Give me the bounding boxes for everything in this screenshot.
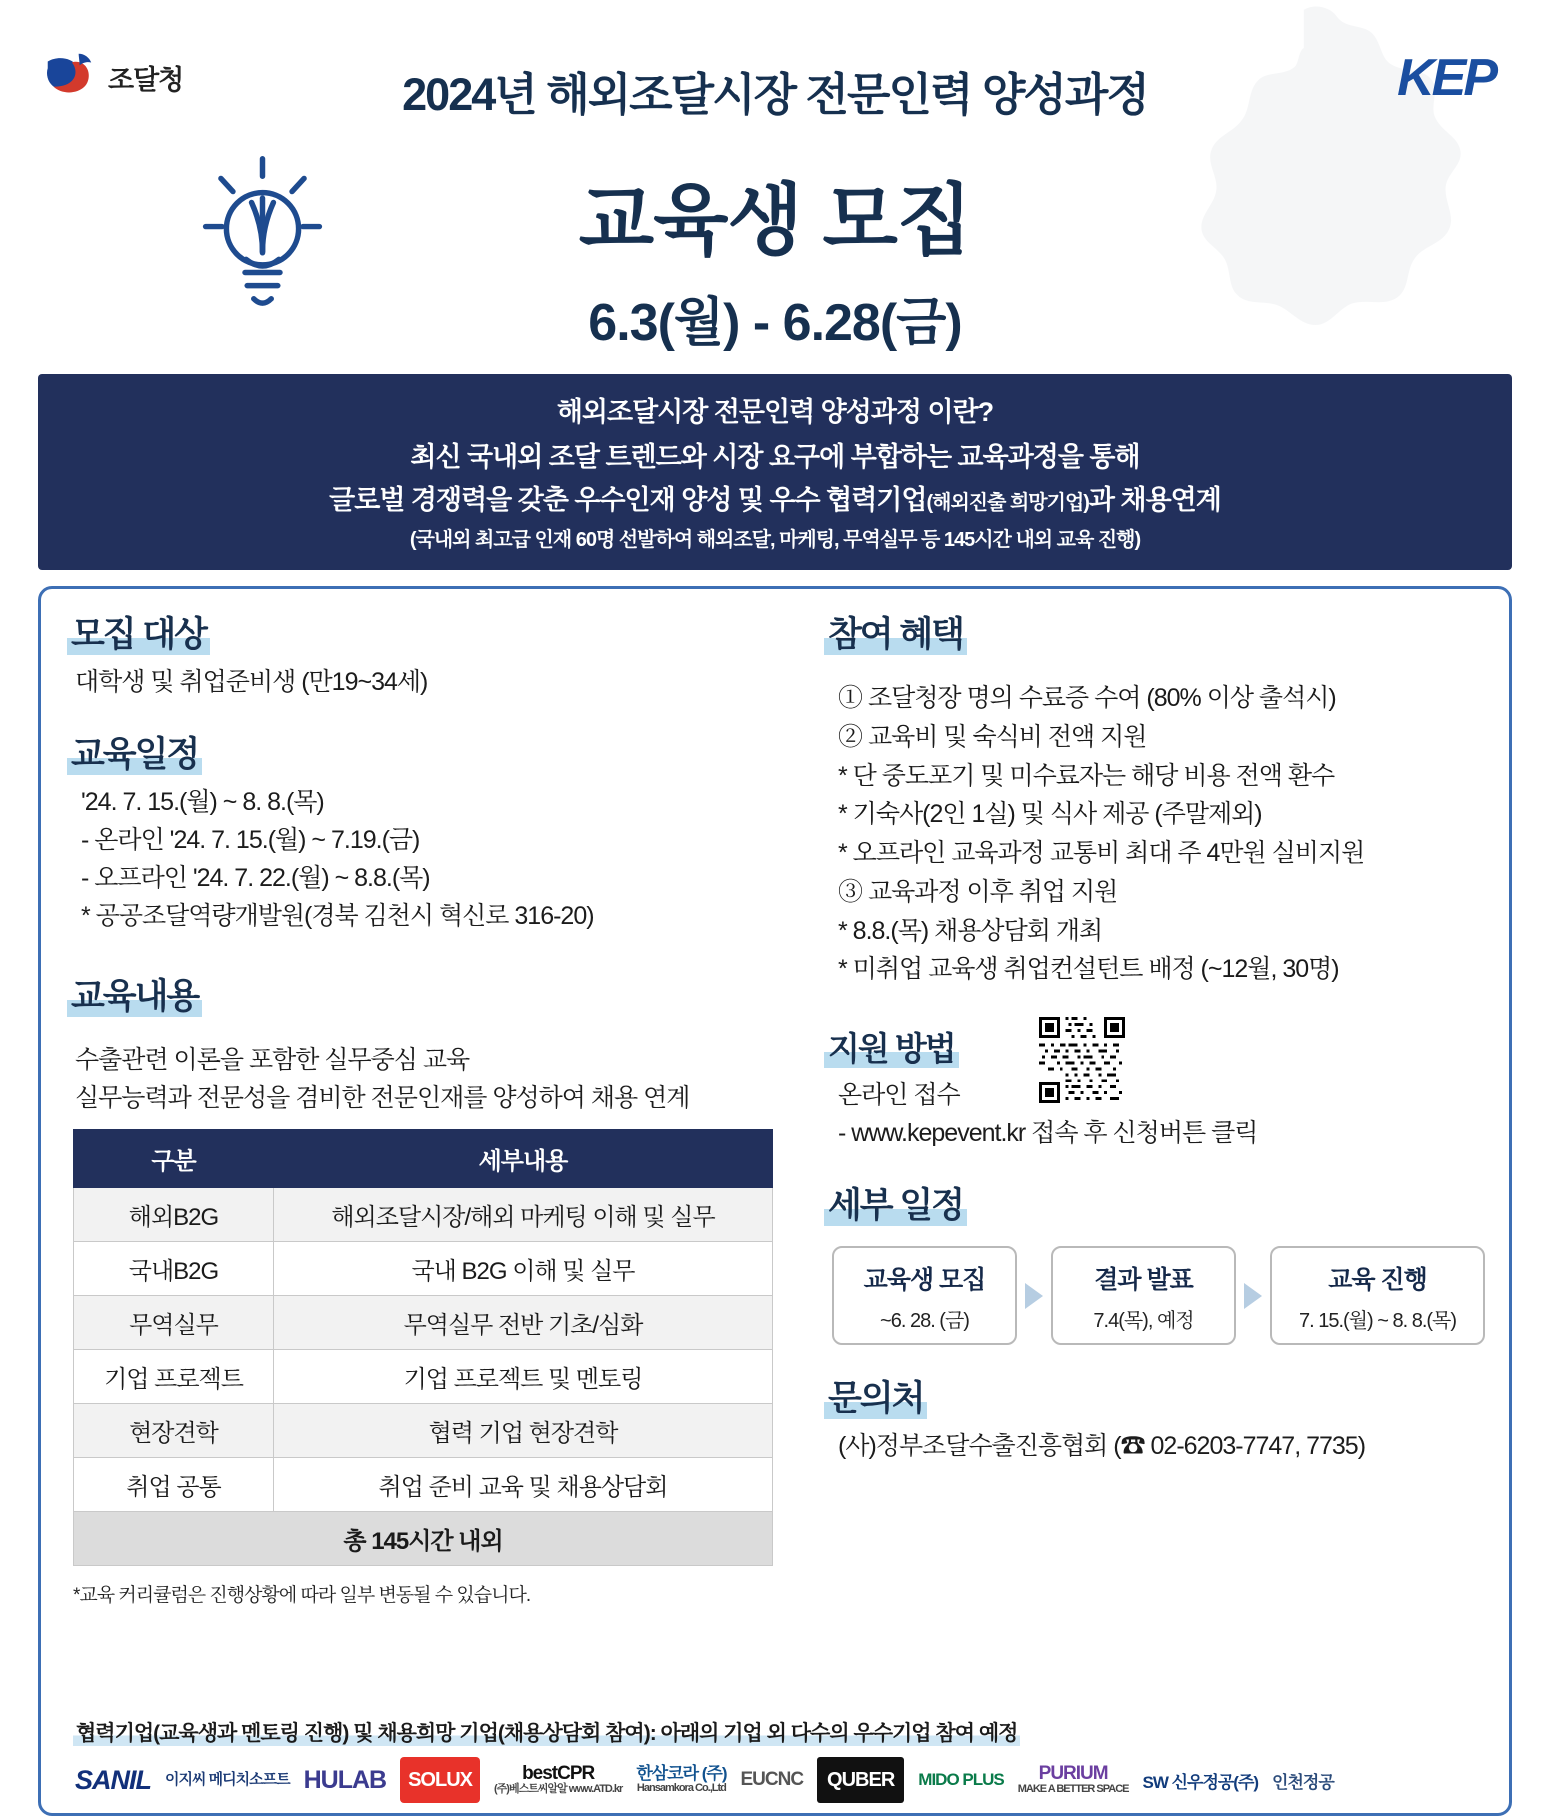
- table-header-cell: 구분: [74, 1130, 274, 1188]
- flow-step-title: 교육생 모집: [863, 1266, 986, 1294]
- partner-logo: 이지씨 메디치소프트: [165, 1771, 290, 1789]
- government-emblem-icon: [40, 48, 98, 106]
- partner-logo-sub: Hansamkora Co.,Ltd: [636, 1782, 726, 1795]
- section-title-flow: 세부 일정: [824, 1178, 967, 1228]
- benefit-line: ③ 교육과정 이후 취업 지원: [838, 877, 1118, 906]
- table-total-cell: 총 145시간 내외: [74, 1512, 773, 1566]
- partner-logo-purium: [1018, 1757, 1129, 1803]
- contact-body: (사)정부조달수출진흥협회 (☎ 02-6203-7747, 7735): [838, 1432, 1366, 1460]
- right-column: [808, 607, 1485, 1797]
- table-header-row: [74, 1130, 773, 1188]
- main-panel: [38, 586, 1512, 1816]
- section-title-target: 모집 대상: [67, 607, 210, 657]
- banner-line-3: [58, 478, 1492, 517]
- flow-step-sub: 7.4(목), 예정: [1093, 1310, 1194, 1332]
- content-line: 수출관련 이론을 포함한 실무중심 교육: [75, 1046, 470, 1074]
- partner-logo-name: bestCPR: [522, 1763, 595, 1785]
- apply-section: [824, 1023, 1485, 1152]
- recruit-period: 6.3(월) - 6.28(금): [588, 294, 962, 352]
- partner-logo: EUCNC: [740, 1769, 804, 1790]
- table-total-row: [74, 1512, 773, 1566]
- schedule-line: * 공공조달역량개발원(경북 김천시 혁신로 316-20): [81, 902, 594, 930]
- apply-line: 온라인 접수: [838, 1081, 960, 1109]
- partners-heading: 협력기업(교육생과 멘토링 진행) 및 채용희망 기업(채용상담회 참여): 아래의 기업 외 다수의 우수기업 참여 예정: [73, 1717, 1020, 1747]
- table-cell-category: 해외B2G: [74, 1188, 274, 1242]
- benefit-line: * 미취업 교육생 취업컨설턴트 배정 (~12월, 30명): [838, 955, 1339, 984]
- curriculum-footnote: *교육 커리큘럼은 진행상황에 따라 일부 변동될 수 있습니다.: [73, 1585, 531, 1606]
- partner-logo-sub: MAKE A BETTER SPACE: [1017, 1783, 1129, 1796]
- benefit-line: ① 조달청장 명의 수료증 수여 (80% 이상 출석시): [838, 684, 1336, 712]
- table-cell-detail: 국내 B2G 이해 및 실무: [274, 1242, 773, 1296]
- partner-logo-name: PURIUM: [1038, 1763, 1108, 1785]
- partner-logo-name: 한삼코라 (주): [636, 1764, 727, 1784]
- poster-header: [0, 0, 1550, 360]
- arrow-right-icon: [1244, 1283, 1262, 1309]
- banner-line-3-tail: 과 채용연계: [1088, 485, 1221, 515]
- flow-step-recruit: [832, 1246, 1017, 1345]
- page-subtitle: 교육생 모집: [578, 176, 972, 264]
- table-cell-category: 무역실무: [74, 1296, 274, 1350]
- content-line: 실무능력과 전문성을 겸비한 전문인재를 양성하여 채용 연계: [75, 1084, 690, 1112]
- flow-step-training: [1270, 1246, 1485, 1345]
- section-title-apply: 지원 방법: [824, 1023, 959, 1070]
- table-cell-category: 취업 공통: [74, 1458, 274, 1512]
- banner-line-1: 해외조달시장 전문인력 양성과정 이란?: [556, 397, 994, 427]
- partner-logo: SANIL: [75, 1764, 151, 1795]
- section-title-content: 교육내용: [67, 969, 202, 1019]
- table-row: [74, 1350, 773, 1404]
- apply-url-line[interactable]: - www.kepevent.kr 접속 후 신청버튼 클릭: [838, 1119, 1258, 1147]
- table-cell-detail: 기업 프로젝트 및 멘토링: [274, 1350, 773, 1404]
- partner-logo-sub: (주)베스트씨알알 www.ATD.kr: [494, 1783, 623, 1796]
- benefit-line: * 8.8.(목) 채용상담회 개최: [838, 916, 1103, 945]
- benefit-line: * 오프라인 교육과정 교통비 최대 주 4만원 실비지원: [838, 839, 1365, 867]
- table-cell-detail: 취업 준비 교육 및 채용상담회: [274, 1458, 773, 1512]
- table-row: [74, 1458, 773, 1512]
- table-row: [74, 1188, 773, 1242]
- partner-logo: HULAB: [303, 1765, 387, 1794]
- schedule-line: - 온라인 '24. 7. 15.(월) ~ 7.19.(금): [81, 826, 420, 854]
- table-row: [74, 1242, 773, 1296]
- gov-logo-label: 조달청: [108, 64, 184, 95]
- flow-step-sub: 7. 15.(월) ~ 8. 8.(목): [1298, 1310, 1457, 1332]
- flow-step-title: 결과 발표: [1094, 1266, 1193, 1294]
- flow-step-title: 교육 진행: [1328, 1266, 1427, 1294]
- section-title-benefits: 참여 혜택: [824, 607, 967, 657]
- partner-logo: 인천정공: [1272, 1772, 1334, 1792]
- table-cell-category: 기업 프로젝트: [74, 1350, 274, 1404]
- table-cell-detail: 해외조달시장/해외 마케팅 이해 및 실무: [274, 1188, 773, 1242]
- flow-step-result: [1051, 1246, 1236, 1345]
- table-cell-detail: 협력 기업 현장견학: [274, 1404, 773, 1458]
- banner-line-2: 최신 국내외 조달 트렌드와 시장 요구에 부합하는 교육과정을 통해: [410, 442, 1140, 472]
- qr-code-icon[interactable]: [1039, 1017, 1125, 1103]
- banner-line-3-main: 글로벌 경쟁력을 갖춘 우수인재 양성 및 우수 협력기업: [329, 485, 927, 515]
- table-cell-category: 현장견학: [74, 1404, 274, 1458]
- partner-logo-strip: [75, 1757, 1483, 1803]
- benefit-line: * 단 중도포기 및 미수료자는 해당 비용 전액 환수: [838, 761, 1335, 790]
- partner-logo: MIDO PLUS: [918, 1770, 1004, 1790]
- table-row: [74, 1404, 773, 1458]
- arrow-right-icon: [1025, 1283, 1043, 1309]
- left-column: [67, 607, 798, 1797]
- curriculum-table: [73, 1129, 773, 1566]
- partner-logo: SW 신우정공(주): [1142, 1772, 1259, 1792]
- banner-line-3-small: (해외진출 희망기업): [926, 492, 1089, 514]
- gov-logo: [40, 48, 183, 106]
- table-header-cell: 세부내용: [274, 1130, 773, 1188]
- partner-logo: SOLUX: [400, 1757, 480, 1803]
- section-title-schedule: 교육일정: [67, 727, 202, 777]
- lightbulb-icon: [195, 150, 330, 325]
- benefit-line: * 기숙사(2인 1실) 및 식사 제공 (주말제외): [838, 800, 1262, 829]
- kep-logo: KEP: [1397, 49, 1495, 107]
- flow-step-sub: ~6. 28. (금): [880, 1310, 969, 1332]
- section-title-contact: 문의처: [824, 1371, 927, 1421]
- partner-logo-bestcpr: [494, 1757, 622, 1803]
- table-cell-detail: 무역실무 전반 기초/심화: [274, 1296, 773, 1350]
- partner-logo-hansamkora: [636, 1757, 726, 1803]
- partner-logo: QUBER: [817, 1757, 904, 1803]
- partners-section: [67, 1713, 1483, 1803]
- banner-line-4: (국내외 최고급 인재 60명 선발하여 해외조달, 마케팅, 무역실무 등 145시간 내외 교육 진행): [409, 529, 1141, 551]
- intro-banner: [38, 374, 1512, 570]
- benefit-line: ② 교육비 및 숙식비 전액 지원: [838, 722, 1147, 751]
- schedule-flow: [832, 1246, 1485, 1345]
- table-cell-category: 국내B2G: [74, 1242, 274, 1296]
- schedule-line: - 오프라인 '24. 7. 22.(월) ~ 8.8.(목): [81, 864, 430, 892]
- table-row: [74, 1296, 773, 1350]
- page-title: 2024년 해외조달시장 전문인력 양성과정: [402, 69, 1148, 120]
- target-body: 대학생 및 취업준비생 (만19~34세): [75, 668, 428, 696]
- schedule-line: '24. 7. 15.(월) ~ 8. 8.(목): [81, 788, 324, 816]
